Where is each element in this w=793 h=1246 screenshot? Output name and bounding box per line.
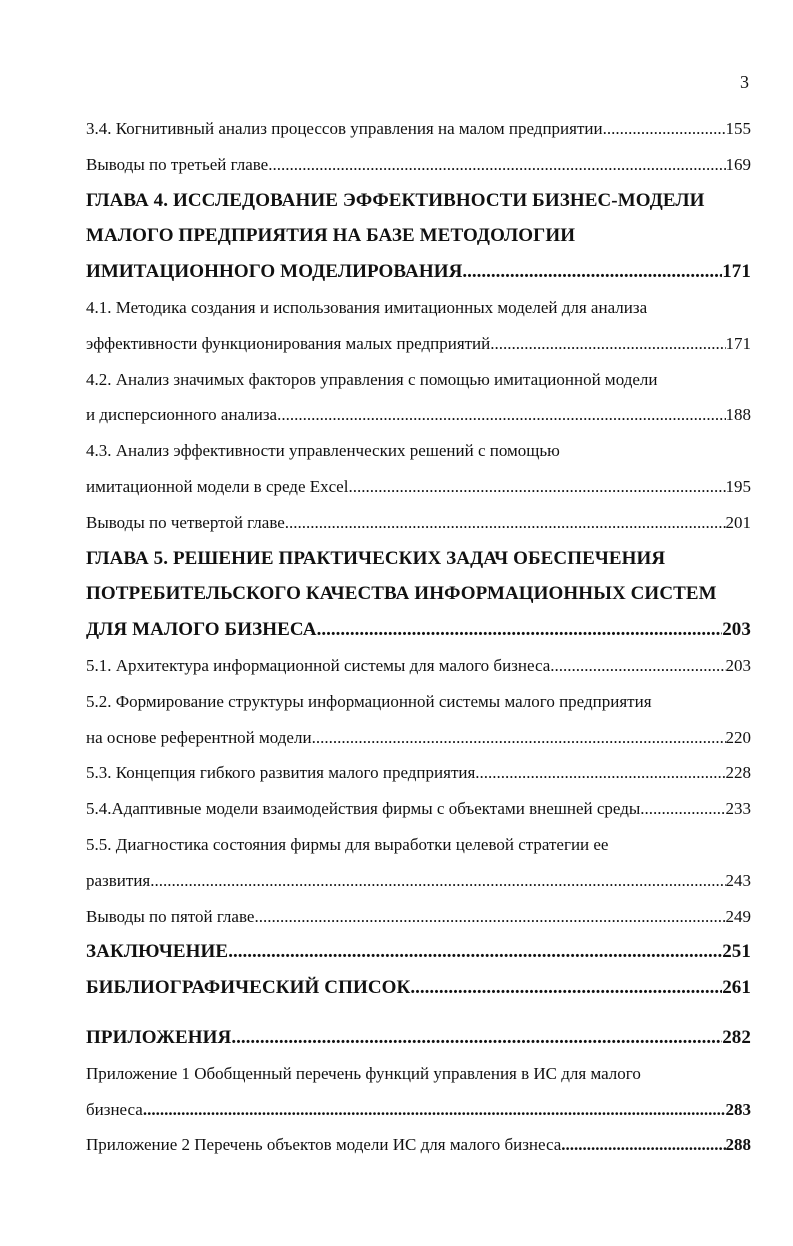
toc-entry <box>86 1020 751 1056</box>
toc-entry <box>86 254 751 290</box>
toc-entry <box>86 183 751 219</box>
toc-entry-label: 4.2. Анализ значимых факторов управления с помощью имитационной модели <box>86 369 658 389</box>
toc-entry <box>86 362 751 398</box>
toc-entry-label: развития <box>86 870 151 890</box>
toc-entry <box>86 576 751 612</box>
toc-entry-label: ЗАКЛЮЧЕНИЕ <box>86 941 229 963</box>
toc-entry-label: ГЛАВА 5. РЕШЕНИЕ ПРАКТИЧЕСКИХ ЗАДАЧ ОБЕСПЕЧЕНИЯ <box>86 547 666 569</box>
toc-entry-page: 188 <box>725 405 751 425</box>
toc-dot-leader <box>143 1092 726 1128</box>
toc-entry <box>86 218 751 254</box>
toc-dot-leader <box>150 863 725 899</box>
toc-entry <box>86 720 751 756</box>
toc-entry-label: 3.4. Когнитивный анализ процессов управления на малом предприятии <box>86 119 603 138</box>
toc-entry-page: 171 <box>725 333 751 353</box>
toc-entry-label: Выводы по пятой главе <box>86 906 255 926</box>
toc-dot-leader <box>475 755 725 791</box>
toc-entry <box>86 147 751 183</box>
toc-entry-label: БИБЛИОГРАФИЧЕСКИЙ СПИСОК <box>86 977 411 999</box>
toc-entry <box>86 791 751 827</box>
toc-entry-label: 5.1. Архитектура информационной системы для малого бизнеса <box>86 655 551 675</box>
toc-dot-leader <box>312 720 726 756</box>
toc-entry-label: имитационной модели в среде Excel <box>86 476 349 496</box>
toc-dot-leader <box>348 469 725 505</box>
table-of-contents <box>86 111 751 1163</box>
toc-entry-page: 203 <box>725 655 751 675</box>
toc-entry-page: 203 <box>722 619 751 641</box>
toc-entry-label: и дисперсионного анализа <box>86 405 278 425</box>
toc-entry-label: ИМИТАЦИОННОГО МОДЕЛИРОВАНИЯ <box>86 261 463 283</box>
toc-entry <box>86 899 751 935</box>
toc-entry-label: 5.5. Диагностика состояния фирмы для выработки целевой стратегии ее <box>86 834 609 854</box>
toc-dot-leader <box>285 505 726 541</box>
toc-entry-page: 169 <box>725 154 751 174</box>
toc-entry <box>86 827 751 863</box>
toc-entry <box>86 970 751 1006</box>
toc-entry-label: эффективности функционирования малых предприятий <box>86 333 491 353</box>
toc-entry-label: ПРИЛОЖЕНИЯ <box>86 1026 232 1048</box>
toc-dot-leader <box>254 899 725 935</box>
page-number: 3 <box>740 72 749 92</box>
toc-entry-label: 4.1. Методика создания и использования имитационных моделей для анализа <box>86 297 648 317</box>
toc-entry-label: Выводы по четвертой главе <box>86 512 285 532</box>
toc-entry-label: Приложение 2 Перечень объектов модели ИС для малого бизнеса <box>86 1135 562 1155</box>
toc-entry <box>86 612 751 648</box>
toc-entry <box>86 505 751 541</box>
toc-entry-label: 5.2. Формирование структуры информационной системы малого предприятия <box>86 691 652 711</box>
toc-entry-page: 283 <box>725 1099 751 1119</box>
toc-entry-label: ПОТРЕБИТЕЛЬСКОГО КАЧЕСТВА ИНФОРМАЦИОННЫХ СИСТЕМ <box>86 583 717 605</box>
toc-dot-leader <box>550 648 725 684</box>
toc-entry <box>86 863 751 899</box>
toc-entry-page: 282 <box>722 1026 751 1048</box>
toc-entry <box>86 541 751 577</box>
toc-entry-label: Приложение 1 Обобщенный перечень функций управления в ИС для малого <box>86 1063 641 1083</box>
toc-entry-page: 251 <box>722 941 751 963</box>
toc-entry-page: 155 <box>725 119 751 138</box>
toc-dot-leader <box>561 1127 725 1163</box>
toc-entry-page: 201 <box>725 512 751 532</box>
toc-entry <box>86 111 751 147</box>
toc-entry <box>86 433 751 469</box>
toc-entry-label: Выводы по третьей главе. <box>86 154 273 174</box>
toc-entry <box>86 934 751 970</box>
toc-entry-label: МАЛОГО ПРЕДПРИЯТИЯ НА БАЗЕ МЕТОДОЛОГИИ <box>86 225 576 247</box>
toc-entry-page: 195 <box>725 476 751 496</box>
toc-entry <box>86 755 751 791</box>
toc-dot-leader <box>640 791 725 827</box>
toc-entry <box>86 469 751 505</box>
toc-entry-label: бизнеса <box>86 1099 143 1119</box>
toc-entry-page: 288 <box>725 1135 751 1155</box>
toc-entry-label: 5.3. Концепция гибкого развития малого предприятия <box>86 763 476 783</box>
toc-entry <box>86 290 751 326</box>
toc-entry-label: 4.3. Анализ эффективности управленческих решений с помощью <box>86 441 560 461</box>
toc-entry-label: на основе референтной модели <box>86 727 312 747</box>
toc-entry-page: 228 <box>725 763 751 783</box>
toc-entry <box>86 397 751 433</box>
toc-entry <box>86 1092 751 1128</box>
toc-entry-label: ДЛЯ МАЛОГО БИЗНЕСА <box>86 619 317 641</box>
toc-entry-page: 233 <box>725 799 751 819</box>
toc-dot-leader <box>277 397 725 433</box>
toc-entry-label: ГЛАВА 4. ИССЛЕДОВАНИЕ ЭФФЕКТИВНОСТИ БИЗНЕС-МОДЕЛИ <box>86 189 705 211</box>
toc-entry-page: 243 <box>725 870 751 890</box>
toc-dot-leader <box>410 970 722 1006</box>
toc-entry <box>86 684 751 720</box>
toc-entry-page: 261 <box>722 977 751 999</box>
toc-dot-leader <box>462 254 722 290</box>
toc-dot-leader <box>228 934 722 970</box>
toc-dot-leader <box>603 111 726 147</box>
toc-entry-label: 5.4.Адаптивные модели взаимодействия фирмы с объектами внешней среды <box>86 799 641 819</box>
toc-dot-leader <box>317 612 723 648</box>
toc-spacer <box>86 1006 751 1020</box>
toc-entry <box>86 1127 751 1163</box>
toc-entry <box>86 648 751 684</box>
toc-entry <box>86 1056 751 1092</box>
toc-entry-page: 220 <box>725 727 751 747</box>
toc-dot-leader <box>231 1020 722 1056</box>
toc-entry-page: 171 <box>722 261 751 283</box>
toc-dot-leader <box>272 147 725 183</box>
toc-dot-leader <box>490 326 725 362</box>
toc-entry <box>86 326 751 362</box>
toc-entry-page: 249 <box>725 906 751 926</box>
